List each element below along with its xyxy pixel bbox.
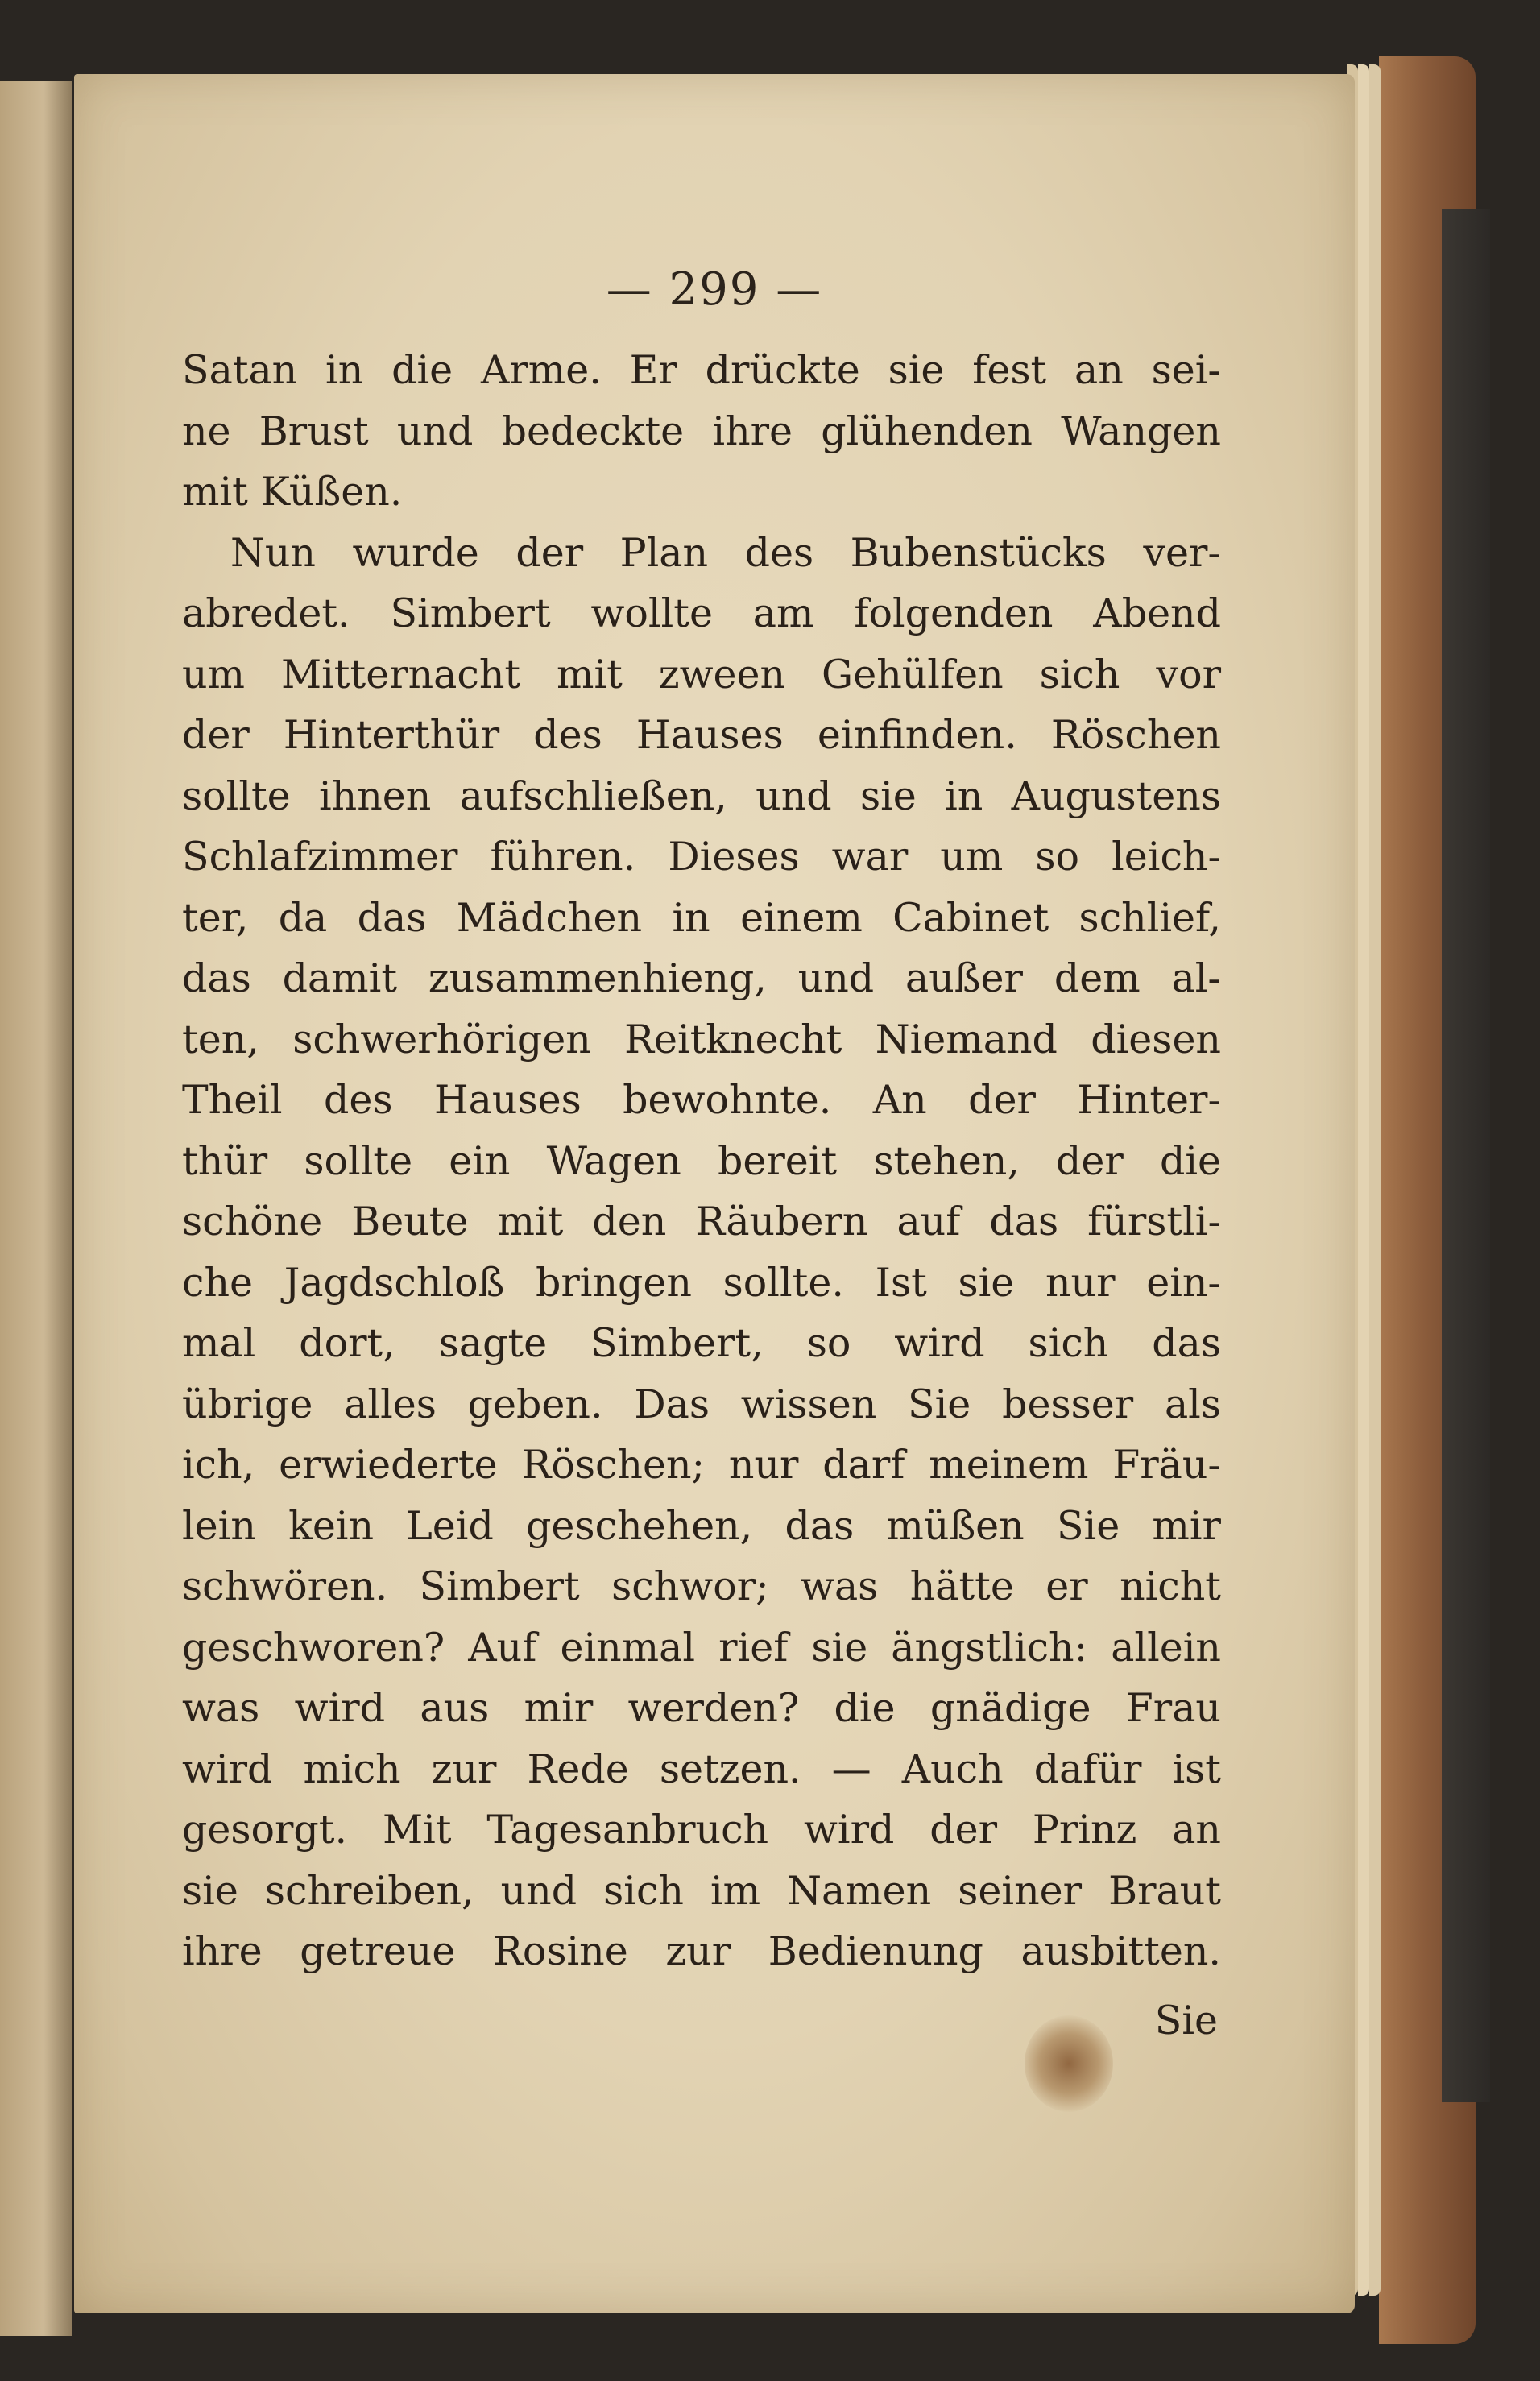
text-line: Theil des Hauses bewohnte. An der Hinter- xyxy=(182,1077,1221,1123)
text-line: ter, da das Mädchen in einem Cabinet schlief, xyxy=(182,894,1221,941)
text-line: Nun wurde der Plan des Bubenstücks ver- xyxy=(230,529,1221,576)
text-line: Schlafzimmer führen. Dieses war um so leich- xyxy=(182,834,1221,880)
text-line: das damit zusammenhieng, und außer dem al- xyxy=(182,955,1221,1001)
text-line: übrige alles geben. Das wissen Sie besser als xyxy=(182,1381,1221,1427)
text-line: Satan in die Arme. Er drückte sie fest an sei- xyxy=(182,347,1221,393)
text-line: mal dort, sagte Simbert, so wird sich das xyxy=(182,1320,1221,1366)
text-line: mit Küßen. xyxy=(182,469,403,515)
text-line: der Hinterthür des Hauses einfinden. Röschen xyxy=(182,712,1221,758)
text-line: lein kein Leid geschehen, das müßen Sie mir xyxy=(182,1502,1221,1549)
text-line: ne Brust und bedeckte ihre glühenden Wangen xyxy=(182,408,1221,454)
text-line: sie schreiben, und sich im Namen seiner Braut xyxy=(182,1867,1221,1914)
text-line: was wird aus mir werden? die gnädige Frau xyxy=(182,1685,1221,1731)
text-line: gesorgt. Mit Tagesanbruch wird der Prinz an xyxy=(182,1807,1221,1853)
text-line: um Mitternacht mit zween Gehülfen sich vor xyxy=(182,651,1221,698)
text-line: schöne Beute mit den Räubern auf das fürstli- xyxy=(182,1199,1221,1244)
catchword: Sie xyxy=(1154,1998,1218,2044)
text-line: ihre getreue Rosine zur Bedienung ausbitten. xyxy=(182,1928,1221,1974)
page-number-header: — 299 — xyxy=(606,263,823,316)
text-line: che Jagdschloß bringen sollte. Ist sie nur ein- xyxy=(182,1259,1221,1306)
text-line: schwören. Simbert schwor; was hätte er nicht xyxy=(182,1563,1221,1609)
text-line: sollte ihnen aufschließen, und sie in Augustens xyxy=(182,772,1221,819)
text-line: wird mich zur Rede setzen. — Auch dafür ist xyxy=(182,1745,1221,1792)
page-edge xyxy=(1358,64,1369,2296)
book-cover-cloth xyxy=(1442,209,1490,2102)
book-page xyxy=(74,74,1355,2313)
text-line: ten, schwerhörigen Reitknecht Niemand diesen xyxy=(182,1016,1221,1062)
text-line: thür sollte ein Wagen bereit stehen, der die xyxy=(182,1137,1221,1184)
page-edge xyxy=(1369,64,1381,2296)
text-line: ich, erwiederte Röschen; nur darf meinem Fräu- xyxy=(182,1442,1221,1488)
left-facing-page xyxy=(0,81,72,2336)
text-line: abredet. Simbert wollte am folgenden Abend xyxy=(182,590,1221,636)
text-line: geschworen? Auf einmal rief sie ängstlich: allein xyxy=(182,1624,1221,1671)
page-text-body xyxy=(182,340,1221,1982)
